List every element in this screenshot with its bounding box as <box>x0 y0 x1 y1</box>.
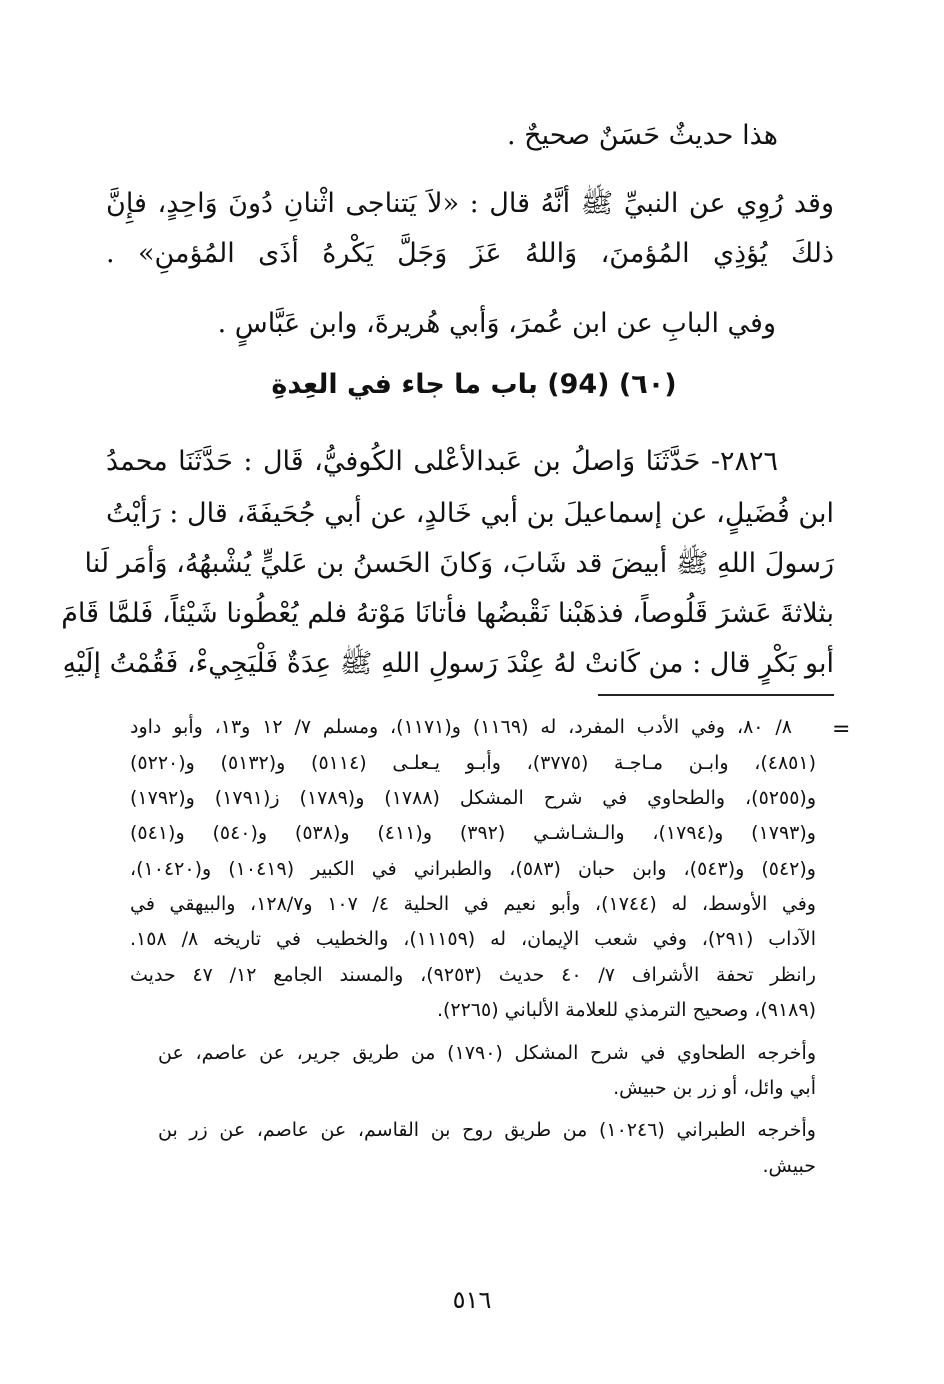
hadith-line-2: ابن فُضَيلٍ، عن إسماعيلَ بن أبي خَالدٍ، عن أبي جُحَيفَةَ، قال : رَأيْتُ <box>106 498 834 529</box>
footnote-line: حبيش. <box>762 1155 816 1177</box>
footnote-line: و(٥٢٥٥)، والطحاوي في شرح المشكل (١٧٨٨) و(١٧٨٩) ز(١٧٩١) و(١٧٩٢) <box>130 787 816 809</box>
footnote-line: أبي وائل، أو زر بن حبيش. <box>613 1077 816 1099</box>
hadith-line-4: بثلاثةَ عَشرَ قَلُوصاً، فذهَبْنا نَقْبضُها فأتانَا مَوْتهُ فلم يُعْطُونا شَيْئاً، فَلمَّا قَامَ <box>61 598 834 629</box>
footnote-line: و(١٧٩٣) و(١٧٩٤)، والـشـاشـي (٣٩٢) و(٤١١) و(٥٣٨) و(٥٤٠) و(٥٤١) <box>130 822 816 844</box>
hadith-line-3: رَسولَ اللهِ ﷺ أبيضَ قد شَابَ، وَكانَ الحَسنُ بن عَليٍّ يُشْبهُهُ، وَأمَر لَنا <box>84 548 834 579</box>
footnote-line: الآداب (٢٩١)، وفي شعب الإيمان، له (١١١٥٩)، والخطيب في تاريخه ٨/ ١٥٨. <box>130 928 816 950</box>
hadith-line-5: أبو بَكْرٍ قال : من كَانتْ لهُ عِنْدَ رَسولِ اللهِ ﷺ عِدَةٌ فَلْيَجِيءْ، فَقُمْتُ إلَيْهِ <box>62 648 834 679</box>
hadith-line-1: ٢٨٢٦- حَدَّثَنَا وَاصلُ بن عَبدالأعْلى الكُوفيُّ، قَال : حَدَّثَنَا محمدُ <box>106 446 778 477</box>
footnote-line: (٩١٨٩)، وصحيح الترمذي للعلامة الألباني (٢٢٦٥). <box>436 999 816 1021</box>
footnote-line: (٤٨٥١)، وابـن مـاجـة (٣٧٧٥)، وأبـو يـعلـى (٥١١٤) و(٥١٣٢) و(٥٢٢٠) <box>130 752 816 774</box>
narration-line-1: وقد رُوِي عن النبيِّ ﷺ أنَّهُ قال : «لاَ يَتناجى اثْنانِ دُونَ وَاحِدٍ، فإِنَّ <box>106 188 834 219</box>
footnote-line: وفي الأوسط، له (١٧٤٤)، وأبو نعيم في الحلية ٤/ ١٠٧ و١٢٨/٧، والبيهقي في <box>130 893 816 915</box>
footnote-separator <box>598 694 834 696</box>
footnote-line: و(٥٤٢) و(٥٤٣)، وابن حبان (٥٨٣)، والطبراني في الكبير (١٠٤١٩) و(١٠٤٢٠)، <box>130 858 816 880</box>
page-number: ٥١٦ <box>452 1286 492 1314</box>
footnote-line: ٨/ ٨٠، وفي الأدب المفرد، له (١١٦٩) و(١١٧١)، ومسلم ٧/ ١٢ و١٣، وأبو داود <box>130 716 792 738</box>
chapter-heading: (٦٠) (94) باب ما جاء في العِدةِ <box>271 369 677 400</box>
footnote-line: وأخرجه الطبراني (١٠٢٤٦) من طريق روح بن القاسم، عن عاصم، عن زر بن <box>158 1119 816 1141</box>
footnote-line: رانظر تحفة الأشراف ٧/ ٤٠ حديث (٩٢٥٣)، والمسند الجامع ١٢/ ٤٧ حديث <box>130 964 816 986</box>
hadith-verdict: هذا حديثٌ حَسَنٌ صحيحٌ . <box>507 120 778 151</box>
chapter-related-reports: وفي البابِ عن ابن عُمرَ، وَأبي هُريرةَ، وابن عَبَّاسٍ . <box>217 308 776 339</box>
narration-line-2: ذلكَ يُؤذِي المُؤمنَ، وَاللهُ عَزَ وَجَلَّ يَكْرهُ أذَى المُؤمنِ» . <box>106 238 834 269</box>
footnote-continuation-mark: = <box>832 717 851 742</box>
footnote-line: وأخرجه الطحاوي في شرح المشكل (١٧٩٠) من طريق جرير، عن عاصم، عن <box>158 1042 816 1064</box>
